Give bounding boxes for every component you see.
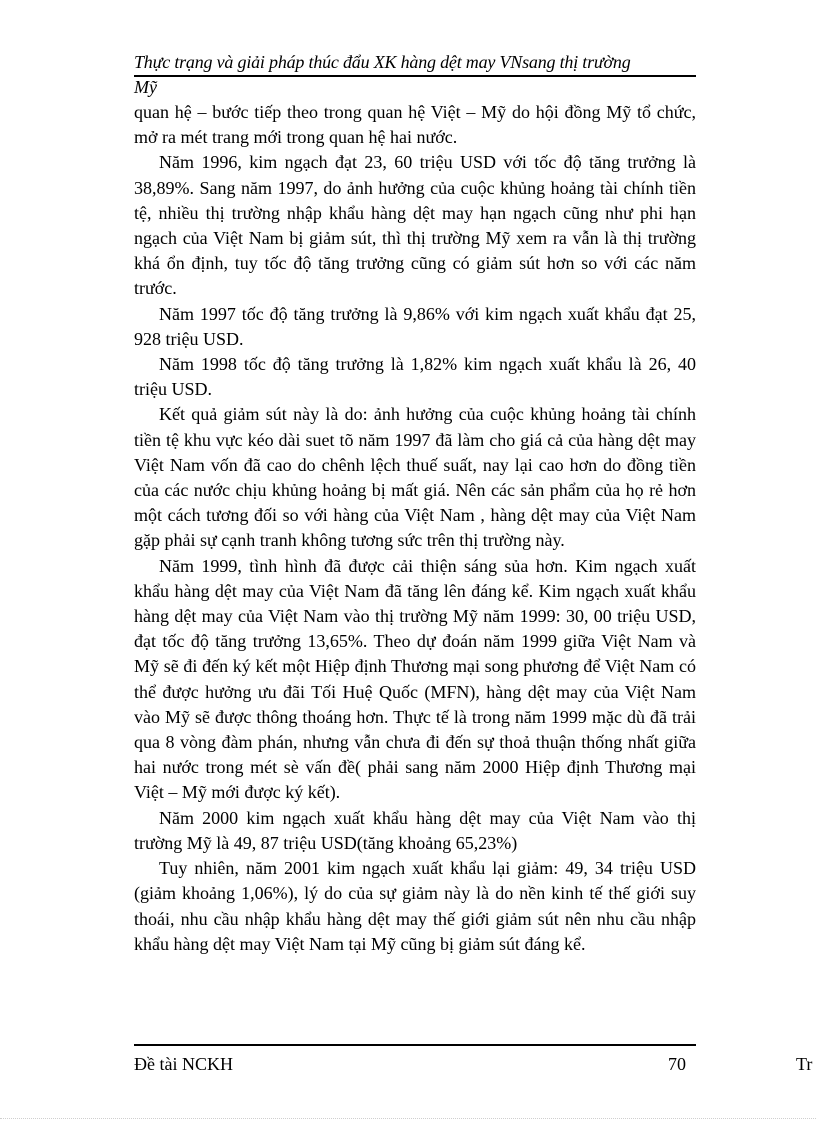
paragraph: Năm 2000 kim ngạch xuất khẩu hàng dệt may của Việt Nam vào thị trường Mỹ là 49, 87 triệu USD(tăng khoảng 65,23%) <box>134 807 696 853</box>
page-edge-divider <box>0 1118 816 1119</box>
paragraph: Năm 1997 tốc độ tăng trưởng là 9,86% với kim ngạch xuất khẩu đạt 25, 928 triệu USD. <box>134 303 696 349</box>
paragraph: quan hệ – bước tiếp theo trong quan hệ Việt – Mỹ do hội đồng Mỹ tổ chức, mở ra mét trang mới trong quan hệ hai nước. <box>134 102 696 148</box>
footer-cut-text: Tr <box>796 1054 813 1074</box>
paragraph: Năm 1998 tốc độ tăng trưởng là 1,82% kim ngạch xuất khẩu là 26, 40 triệu USD. <box>134 354 696 400</box>
running-header-continuation: Mỹ <box>134 77 157 97</box>
footer-rule <box>134 1044 696 1046</box>
footer-label: Đề tài NCKH <box>134 1054 233 1074</box>
paragraph: Kết quả giảm sút này là do: ảnh hưởng của cuộc khủng hoảng tài chính tiền tệ khu vực kéo dài suet tõ năm 1997 đã làm cho giá cả của hàng dệt may Việt Nam vốn đã cao do chênh lệch thuế suất, nay lại cao hơn do đồng tiền của các nước chịu khủng hoảng bị mất giá. Nên các sản phẩm của họ rẻ hơn một cách tương đối so với hàng của Việt Nam , hàng dệt may của Việt Nam gặp phải sự cạnh tranh không tương sức trên thị trường này. <box>134 404 696 551</box>
paragraph: Tuy nhiên, năm 2001 kim ngạch xuất khẩu lại giảm: 49, 34 triệu USD (giảm khoảng 1,06%), lý do của sự giảm này là do nền kinh tế thế giới suy thoái, nhu cầu nhập khẩu hàng dệt may thế giới giảm sút nên nhu cầu nhập khẩu hàng dệt may Việt Nam tại Mỹ cũng bị giảm sút đáng kể. <box>134 858 696 954</box>
running-header: Thực trạng và giải pháp thúc đẩu XK hàng dệt may VNsang thị trường <box>134 52 631 72</box>
header-rule <box>134 75 696 77</box>
paragraph: Năm 1996, kim ngạch đạt 23, 60 triệu USD với tốc độ tăng trưởng là 38,89%. Sang năm 1997, do ảnh hưởng của cuộc khủng hoảng tài chính tiền tệ, nhiều thị trường nhập khẩu hàng dệt may hạn ngạch cũng như phi hạn ngạch của Việt Nam bị giảm sút, thì thị trường Mỹ xem ra vẫn là thị trường khá ổn định, tuy tốc độ tăng trưởng cũng có giảm sút hơn so với các năm trước. <box>134 152 696 299</box>
page-number: 70 <box>668 1054 686 1074</box>
paragraph: Năm 1999, tình hình đã được cải thiện sáng sủa hơn. Kim ngạch xuất khẩu hàng dệt may của Việt Nam đã tăng lên đáng kể. Kim ngạch xuất khẩu hàng dệt may của Việt Nam vào thị trường Mỹ năm 1999: 30, 00 triệu USD, đạt tốc độ tăng trưởng 13,65%. Theo dự đoán năm 1999 giữa Việt Nam và Mỹ sẽ đi đến ký kết một Hiệp định Thương mại song phương để Việt Nam có thể được hưởng ưu đãi Tối Huệ Quốc (MFN), hàng dệt may của Việt Nam vào Mỹ sẽ được thông thoáng hơn. Thực tế là trong năm 1999 mặc dù đã trải qua 8 vòng đàm phán, nhưng vẫn chưa đi đến sự thoả thuận thống nhất giữa hai nước trong mét sè vấn đề( phải sang năm 2000 Hiệp định Thương mại Việt – Mỹ mới được ký kết). <box>134 555 696 803</box>
body-text <box>134 100 696 957</box>
